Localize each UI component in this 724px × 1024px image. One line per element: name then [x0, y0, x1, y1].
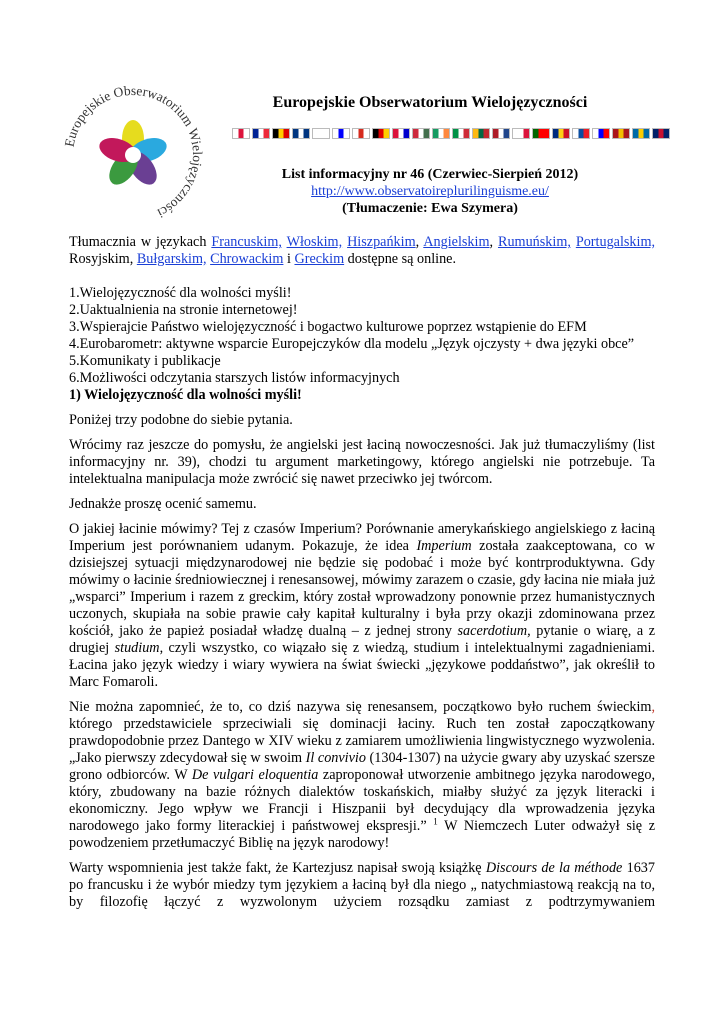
logo-graphic	[62, 84, 204, 226]
flag-icon	[532, 128, 550, 139]
intro-suffix: dostępne są online.	[347, 251, 457, 267]
link-portuguese[interactable]: Portugalskim,	[575, 234, 656, 250]
intro-and: i	[286, 251, 291, 267]
flag-icon	[372, 128, 390, 139]
text-run: 1637 po francusku i że wybór miedzy tym językiem a łaciną był dla niego „ natychmiastową reakcją na to, by filozofię łączyć z wyzwolonym użyciem rozsądku zamiast z podtrzymywaniem	[69, 860, 655, 910]
website-link[interactable]: http://www.observatoireplurilinguisme.eu/	[311, 184, 549, 199]
italic-term: Imperium	[416, 538, 472, 554]
toc-item: 5.Komunikaty i publikacje	[69, 353, 221, 369]
logo-center	[125, 147, 141, 163]
toc-item: 3.Wspierajcie Państwo wielojęzyczność i bogactwo kulturowe poprzez wstąpienie do EFM	[69, 319, 587, 335]
newsletter-title: List informacyjny nr 46 (Czerwiec-Sierpień 2012)	[281, 167, 579, 182]
text-run: zaproponował utworzenie ambitnego języka narodowego, który, zbudowany na bazie różnych dialektów toskańskich, miałby służyć za język literacki i ekonomiczny. Jego wpływ we Francji i Hiszpanii był decydujący dla wprowadzenia języka narodowego jako formy literackiej i państwowej ekspresji.”	[69, 767, 655, 834]
flag-icon	[412, 128, 430, 139]
flag-icon	[332, 128, 350, 139]
intro-russian: Rosyjskim,	[69, 251, 134, 267]
newsletter-body	[69, 234, 655, 911]
link-bulgarian[interactable]: Bułgarskim,	[136, 251, 207, 267]
flag-icon	[392, 128, 410, 139]
highlighted-comma: ,	[651, 699, 655, 715]
link-english[interactable]: Angielskim	[423, 234, 490, 250]
italic-term: sacerdotium,	[457, 623, 531, 639]
text-run: została zaakceptowana, co w dzisiejszej sytuacji międzynarodowej nie będzie się podobać i może być kontrproduktywna. Gdy mówimy o łacinie średniowiecznej i renesansowej, mówimy zarazem o czasie, gdy łacina nie miała już „wsparci” Imperium i razem z greckim, który został wprowadzony ponownie przez humanistycznych uczonych, skupiała na sobie prawie cały kapitał kulturalny i była przy okazji zdominowana przez kościół, jako że papież posiadał władzę dualną – z jednej strony	[69, 538, 655, 639]
toc-item: 1.Wielojęzyczność dla wolności myśli!	[69, 285, 292, 301]
paragraph	[69, 521, 655, 691]
table-of-contents	[69, 285, 655, 387]
newsletter-header	[230, 166, 630, 217]
flag-icon	[292, 128, 310, 139]
italic-title: De vulgari eloquentia	[191, 767, 319, 783]
text-run: Nie można zapomnieć, że to, co dziś nazywa się renesansem, początkowo było ruchem świeckim	[69, 699, 652, 715]
page-title: Europejskie Obserwatorium Wielojęzyczności	[272, 94, 588, 111]
link-italian[interactable]: Włoskim,	[286, 234, 343, 250]
text-run: którego przedstawiciele sprzeciwiali się dominacji łaciny. Ruch ten został zapoczątkowany prawdopodobnie przez Dantego w XIV wieku z zamiarem umożliwienia lingwistycznego wyzwolenia. „Jako pierwszy zdecydował się w swoim	[69, 716, 655, 766]
flag-icon	[232, 128, 250, 139]
flag-icon	[452, 128, 470, 139]
flag-icon	[592, 128, 610, 139]
flag-icon	[632, 128, 650, 139]
text-run: Warty wspomnienia jest także fakt, że Kartezjusz napisał swoją książkę	[69, 860, 486, 876]
italic-title: Il convivio	[305, 750, 366, 766]
intro-prefix: Tłumacznia w językach	[69, 234, 207, 250]
paragraph: Jednakże proszę ocenić samemu.	[69, 496, 257, 512]
italic-term: studium	[114, 640, 160, 656]
link-spanish[interactable]: Hiszpańkim	[347, 234, 416, 250]
link-greek[interactable]: Greckim	[294, 251, 345, 267]
paragraph	[69, 860, 655, 911]
text-run: (1304-1307) na użycie gwary aby uzyskać szersze grono odbiorców. W	[69, 750, 655, 783]
flag-icon	[312, 128, 330, 139]
link-romanian[interactable]: Rumuńskim,	[497, 234, 571, 250]
observatory-logo	[62, 84, 204, 226]
flag-icon	[572, 128, 590, 139]
link-croatian[interactable]: Chrowackim	[210, 251, 284, 267]
paragraph	[69, 699, 655, 852]
link-french[interactable]: Francuskim,	[211, 234, 282, 250]
italic-title: Discours de la méthode	[485, 860, 623, 876]
section-heading: 1) Wielojęzyczność dla wolności myśli!	[69, 387, 302, 403]
flag-icon	[472, 128, 490, 139]
logo-ring-text: Europejskie Obserwatorium Wielojęzyczności	[62, 84, 204, 222]
flag-icon	[552, 128, 570, 139]
flag-icon	[512, 128, 530, 139]
flag-icon	[432, 128, 450, 139]
text-run: pytanie o wiarę, a z drugiej	[69, 623, 656, 656]
toc-item: 6.Możliwości odczytania starszych listów informacyjnych	[69, 370, 400, 386]
logo-petals	[96, 120, 169, 190]
paragraph: Wrócimy raz jeszcze do pomysłu, że angielski jest łaciną nowoczesności. Jak już tłumaczyliśmy (list informacyjny nr. 39), chodzi tu argument marketingowy, którego angielski nie potrzebuje. Ta intelektualna manipulacja może zwrócić się nawet przeciwko jej twórcom.	[69, 437, 655, 487]
toc-item: 4.Eurobarometr: aktywne wsparcie Europejczyków dla modelu „Język ojczysty + dwa języki obce”	[69, 336, 635, 352]
text-run: O jakiej łacinie mówimy? Tej z czasów Imperium? Porównanie amerykańskiego angielskiego z łaciną Imperium jest porównaniem udanym. Pokazuje, że idea	[69, 521, 655, 554]
language-flags-row	[232, 128, 670, 139]
toc-item: 2.Uaktualnienia na stronie internetowej!	[69, 302, 298, 318]
text-run: W Niemczech Luter odważył się z powodzeniem przetłumaczyć Biblię na język narodowy!	[69, 818, 655, 851]
translator-credit: (Tłumaczenie: Ewa Szymera)	[342, 201, 518, 216]
footnote-marker[interactable]: 1	[433, 816, 438, 827]
flag-icon	[252, 128, 270, 139]
translations-intro: Tłumacznia w językach Francuskim, Włoskim, Hiszpańkim, Angielskim, Rumuńskim, Portugalskim, Rosyjskim, Bułgarskim, Chrowackim i Greckim dostępne są online.	[69, 234, 656, 267]
paragraph: Poniżej trzy podobne do siebie pytania.	[69, 412, 293, 428]
flag-icon	[352, 128, 370, 139]
flag-icon	[612, 128, 630, 139]
flag-icon	[492, 128, 510, 139]
flag-icon	[652, 128, 670, 139]
flag-icon	[272, 128, 290, 139]
text-run: , czyli wszystko, co wiązało się z wiedzą, studium i intelektualnymi zagadnieniami. Łacina jako język wiedzy i wiary wywiera na świat świecki „językowe poddaństwo”, jak określił to Marc Fomaroli.	[69, 640, 656, 690]
